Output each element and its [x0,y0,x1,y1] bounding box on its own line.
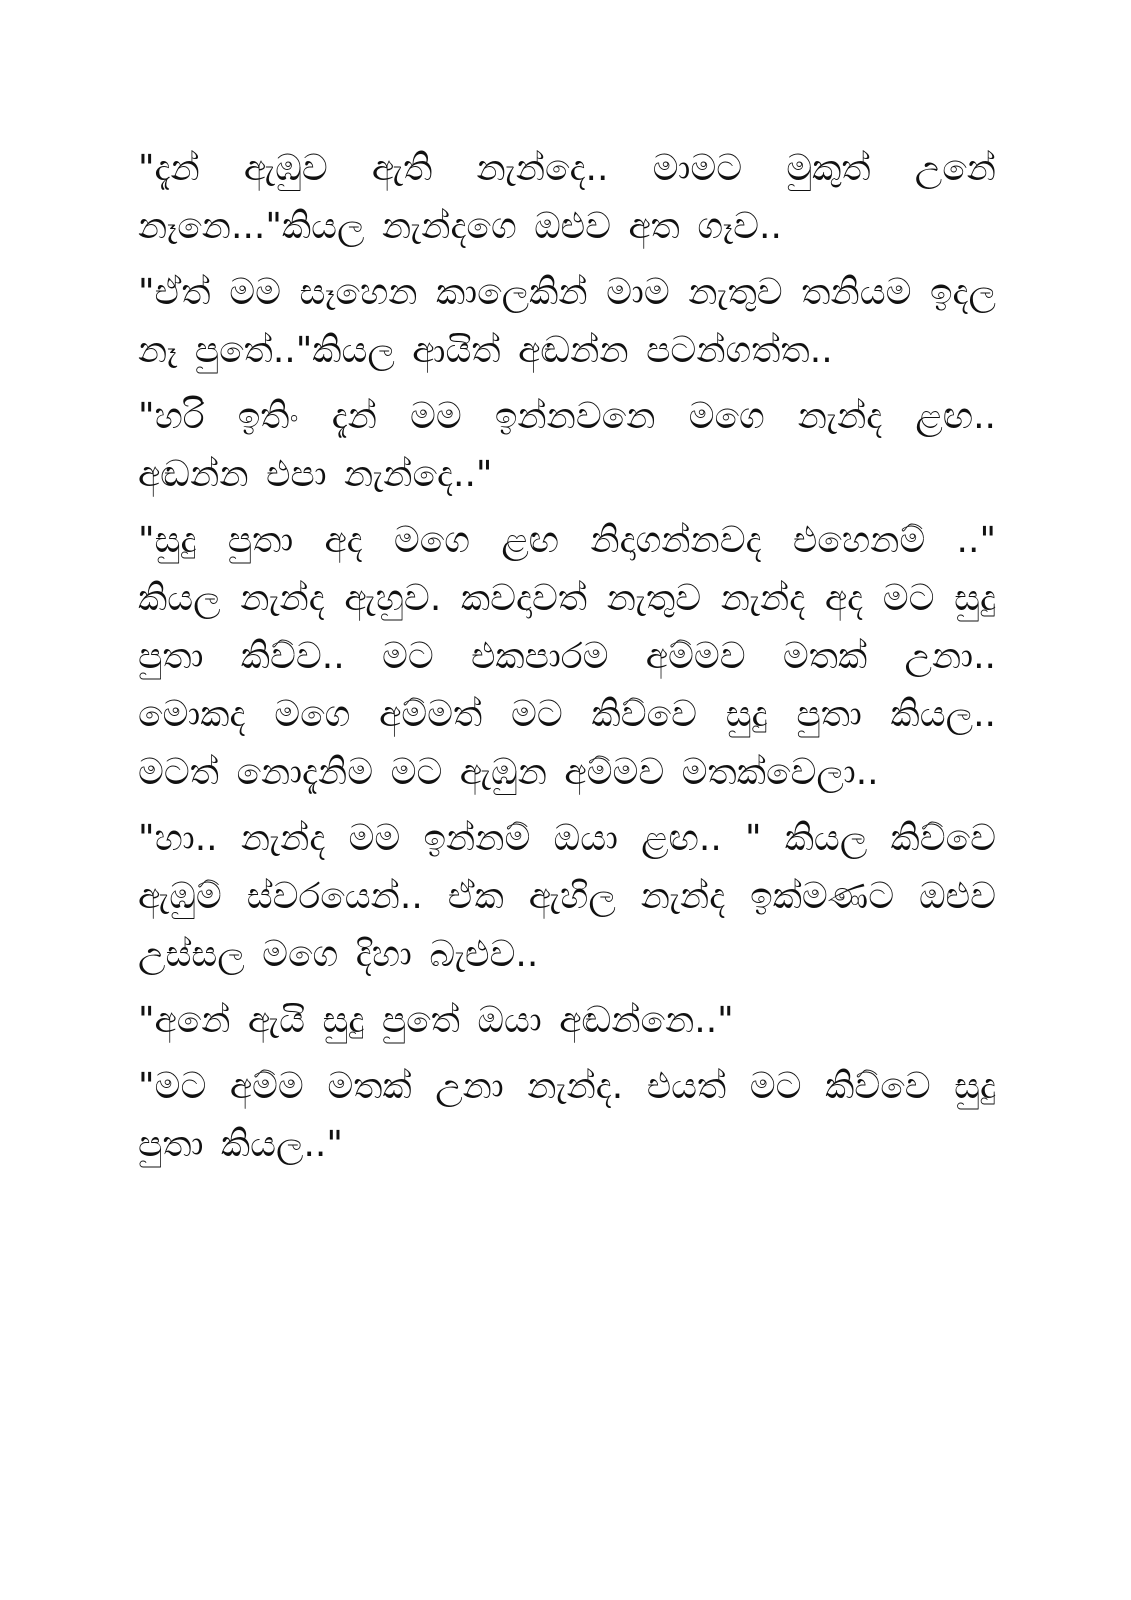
paragraph-3: "හරි ඉතිං දැන් මම ඉන්නවනෙ මගෙ නැන්ද ළඟ.. අඬන්න එපා නැන්දෙ.." [138,396,996,495]
paragraph-6: "අනේ ඇයි සුදු පුතේ ඔයා අඬන්නෙ.." [138,1000,734,1041]
paragraph-1: "දැන් ඇඹුව ඇති නැන්දෙ.. මාමට මුකුත් උනේ නෑනෙ..."කියල නැන්දගෙ ඔළුව අත ගෑව.. [138,148,996,247]
paragraph-7: "මට අම්ම මතක් උනා නැන්ද. එයත් මට කිව්වෙ සුදු පුතා කියල.." [138,1066,996,1165]
paragraph-2: "ඒත් මම සෑහෙන කාලෙකින් මාම නැතුව තනියම ඉදල නෑ පුතේ.."කියල ආයිත් අඬන්න පටන්ගත්ත.. [138,272,996,371]
story-text [138,140,996,1182]
paragraph-5: "හා.. නැන්ද මම ඉන්නම් ඔයා ළඟ.. " කියල කිව්වෙ ඇඹුම් ස්වරයෙන්.. ඒක ඇහිල නැන්ද ඉක්මණට ඔළුව උස්සල මගෙ දිහා බැළුව.. [138,818,996,975]
paragraph-4: "සුදු පුතා අද මගෙ ළඟ නිදාගන්නවද එහෙනම් .." කියල නැන්ද ඇහුව. කවදාවත් නැතුව නැන්ද අද මට සුදු පුතා කිව්ව.. මට එකපාරම අම්මව මතක් උනා.. මොකද මගෙ අම්මත් මට කිව්වෙ සුදු පුතා කියල.. මටත් නොදැනිම මට ඇඹුන අම්මව මතක්වෙලා.. [138,520,996,793]
